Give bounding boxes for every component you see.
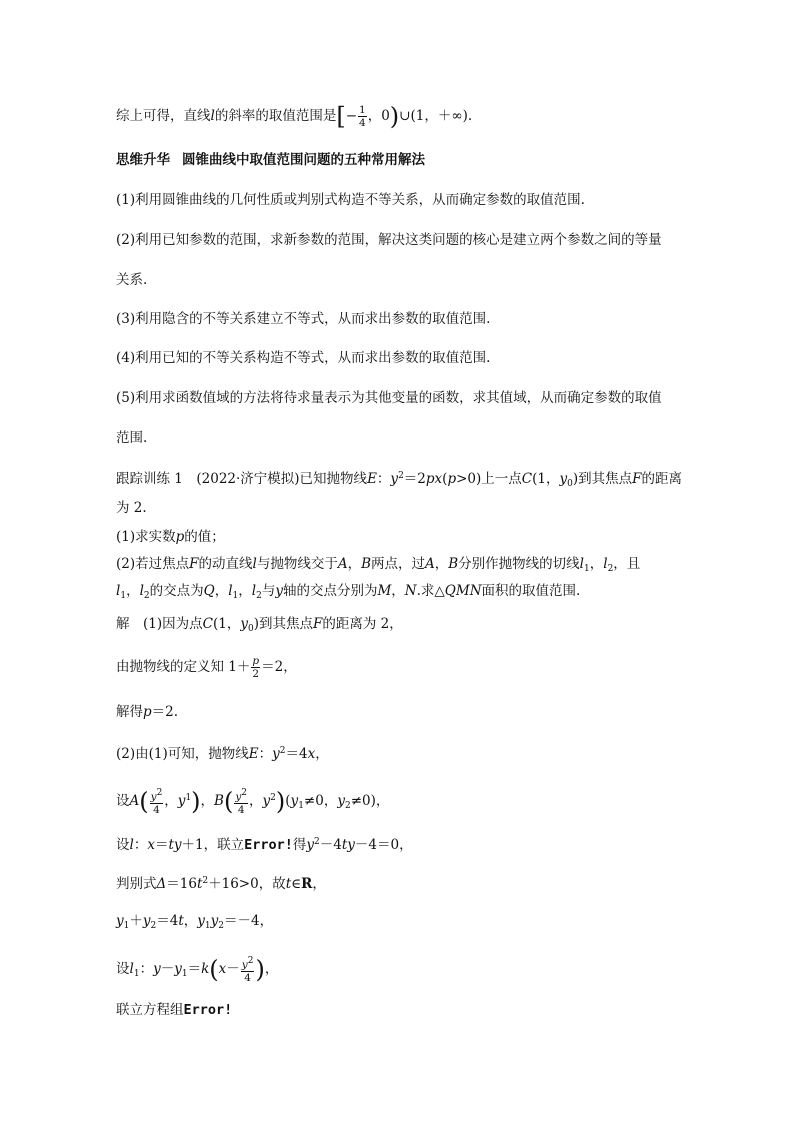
method-summary-heading: 思维升华 圆锥曲线中取值范围问题的五种常用解法 — [116, 152, 425, 168]
solution-line-4: (2)由(1)可知，抛物线E：$y^2=4x$， — [116, 746, 329, 762]
solution-line-8: $y_1+y_2=4t$，$y_1y_2=-4$， — [116, 913, 274, 931]
method-1: (1)利用圆锥曲线的几何性质或判别式构造不等关系，从而确定参数的取值范围. — [116, 192, 585, 208]
solution-line-10: 联立方程组Error! — [116, 1002, 233, 1018]
fraction: $\frac{1}{4}$ — [359, 104, 366, 129]
method-5-cont: 范围. — [116, 430, 148, 446]
method-5: (5)利用求函数值域的方法将待求量表示为其他变量的函数，求其值域，从而确定参数的取值 — [116, 390, 662, 406]
fraction: $\frac{y2}{4}$ — [235, 788, 248, 816]
question-2-line-1: (2)若过焦点F的动直线l与抛物线交于A，B两点，过A，B分别作抛物线的切线$l_1$，$l_2$，且 — [116, 556, 641, 574]
solution-line-3: 解得p＝2. — [116, 704, 179, 720]
question-1: (1)求实数p的值； — [116, 529, 225, 545]
equation-error: Error! — [183, 1002, 233, 1018]
solution-line-9: 设$l_1$：$y-y_1=k(x-$ $\frac{y2}{4}$ )， — [116, 955, 279, 984]
exercise-line-2: 为 2. — [116, 500, 147, 516]
fraction: $\frac{y2}{4}$ — [150, 788, 163, 816]
equation-error: Error! — [244, 837, 293, 853]
solution-line-6: 设l：x＝ty＋1，联立Error!得$y^2-4ty-4=0$， — [116, 837, 413, 853]
solution-line-2: 由抛物线的定义知 1＋ $\frac{p}{2}$ ＝2， — [116, 655, 297, 680]
method-2: (2)利用已知参数的范围，求新参数的范围，解决这类问题的核心是建立两个参数之间的等量 — [116, 232, 662, 248]
solution-line-7: 判别式$\Delta=16t^2+16>0$，故t∈R， — [116, 876, 326, 892]
method-4: (4)利用已知的不等关系构造不等式，从而求出参数的取值范围. — [116, 350, 491, 366]
solution-line-1: 解 (1)因为点C(1，$y_0$)到其焦点F的距离为 2， — [116, 616, 403, 634]
fraction: $\frac{p}{2}$ — [252, 655, 260, 680]
method-3: (3)利用隐含的不等关系建立不等式，从而求出参数的取值范围. — [116, 311, 491, 327]
fraction: $\frac{y2}{4}$ — [241, 956, 254, 984]
question-2-line-2: $l_1$，$l_2$的交点为Q，$l_1$，$l_2$与y轴的交点分别为M，N.求△QMN面积的取值范围. — [116, 583, 581, 601]
solution-line-5: 设A( $\frac{y2}{4}$ ，$y^1$)，B( $\frac{y2}{4}$ ，$y^2)(y_1\ne 0$，$y_2\ne 0$)， — [116, 787, 390, 816]
method-2-cont: 关系. — [116, 272, 148, 288]
right-paren: ) — [389, 102, 400, 131]
left-bracket: [ — [336, 102, 346, 131]
conclusion-line: 综上可得，直线l的斜率的取值范围是[− $\frac{1}{4}$ ，0)∪(1，＋∞). — [116, 102, 473, 131]
exercise-line-1: 跟踪训练 1 (2022·济宁模拟)已知抛物线E：$y^2=2px(p>0)$上一点C(1，$y_0$)到其焦点F的距离 — [116, 471, 682, 489]
